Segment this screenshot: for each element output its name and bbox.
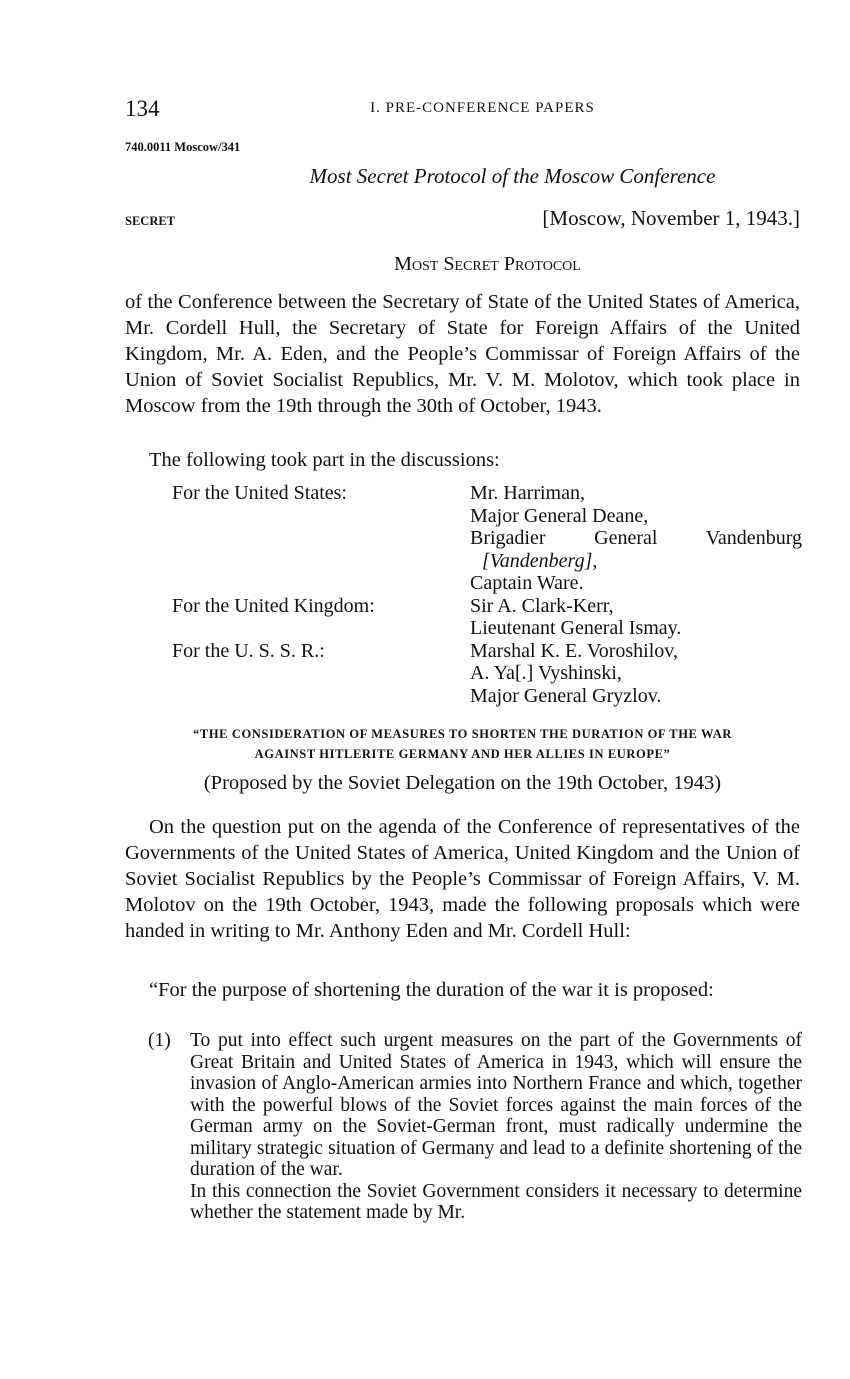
participant-names: [470, 640, 802, 708]
classification-label: SECRET: [125, 214, 176, 228]
proposed-note: (Proposed by the Soviet Delegation on the 19th October, 1943): [203, 772, 722, 794]
participant-name: Lieutenant General Ismay.: [470, 617, 682, 639]
item-number: (1): [148, 1030, 171, 1051]
numbered-item: [148, 1030, 802, 1224]
file-reference: 740.0011 Moscow/341: [125, 140, 241, 154]
item-body: [190, 1030, 802, 1224]
participant-name: Sir A. Clark-Kerr,: [470, 594, 614, 617]
participant-group-uk: [172, 595, 802, 640]
participant-name: Brigadier General Vandenburg: [470, 527, 802, 549]
participant-name: Mr. Harriman,: [470, 482, 585, 504]
section-title-line: “THE CONSIDERATION OF MEASURES TO SHORTEN THE DURATION OF THE WAR: [193, 727, 732, 741]
participant-name: Major General Gryzlov.: [470, 684, 662, 707]
section-title-line: AGAINST HITLERITE GERMANY AND HER ALLIES IN EUROPE”: [254, 747, 671, 761]
item-continuation: In this connection the Soviet Government considers it necessary to determine whether the statement made by Mr.: [190, 1180, 802, 1223]
dateline: [Moscow, November 1, 1943.]: [542, 206, 800, 230]
section-title: [125, 724, 800, 764]
participant-name: Marshal K. E. Voroshilov,: [470, 639, 678, 662]
participants-list: [172, 482, 802, 707]
agenda-paragraph: On the question put on the agenda of the Conference of representatives of the Governments of the United States of America, United Kingdom and the Union of Soviet Socialist Republics by the People’s Commissar of Foreign Affairs, V. M. Molotov on the 19th October, 1943, made the following proposals which were handed in writing to Mr. Anthony Eden and Mr. Cordell Hull:: [125, 816, 800, 942]
intro-paragraph: of the Conference between the Secretary of State of the United States of America, Mr. Cordell Hull, the Secretary of State for Foreign Affairs of the United Kingdom, Mr. A. Eden, and the People’s Commissar of Foreign Affairs of the Union of Soviet Socialist Republics, Mr. V. M. Molotov, which took place in Moscow from the 19th through the 30th of October, 1943.: [125, 291, 800, 417]
participant-name: Major General Deane,: [470, 504, 649, 527]
item-text: To put into effect such urgent measures on the part of the Governments of Great Britain and United States of America in 1943, which will ensure the invasion of Anglo-American armies into Northern France and which, together with the powerful blows of the Soviet forces against the main forces of the German army on the Soviet-German front, must radically undermine the military strategic situation of Germany and lead to a definite shortening of the duration of the war.: [190, 1030, 802, 1180]
participant-group-ussr: [172, 640, 802, 708]
participant-names: [470, 482, 802, 595]
page-number: 134: [125, 96, 160, 121]
document-title: Most Secret Protocol of the Moscow Conference: [309, 164, 716, 188]
protocol-heading: Most Secret Protocol: [394, 253, 581, 275]
running-head: I. PRE-CONFERENCE PAPERS: [370, 100, 595, 116]
page-header: [125, 96, 800, 124]
classification-line: [125, 206, 800, 236]
participant-country: For the U. S. S. R.:: [172, 639, 325, 662]
participant-country: For the United States:: [172, 482, 347, 504]
participants-intro: The following took part in the discussions:: [149, 449, 500, 471]
participant-name: A. Ya[.] Vyshinski,: [470, 662, 622, 684]
participant-name-correction: [Vandenberg],: [482, 549, 598, 572]
participant-country: For the United Kingdom:: [172, 594, 375, 617]
purpose-paragraph: “For the purpose of shortening the duration of the war it is proposed:: [149, 979, 714, 1001]
participant-group-us: [172, 482, 802, 595]
participant-name: Captain Ware.: [470, 572, 584, 594]
participant-names: [470, 595, 802, 640]
